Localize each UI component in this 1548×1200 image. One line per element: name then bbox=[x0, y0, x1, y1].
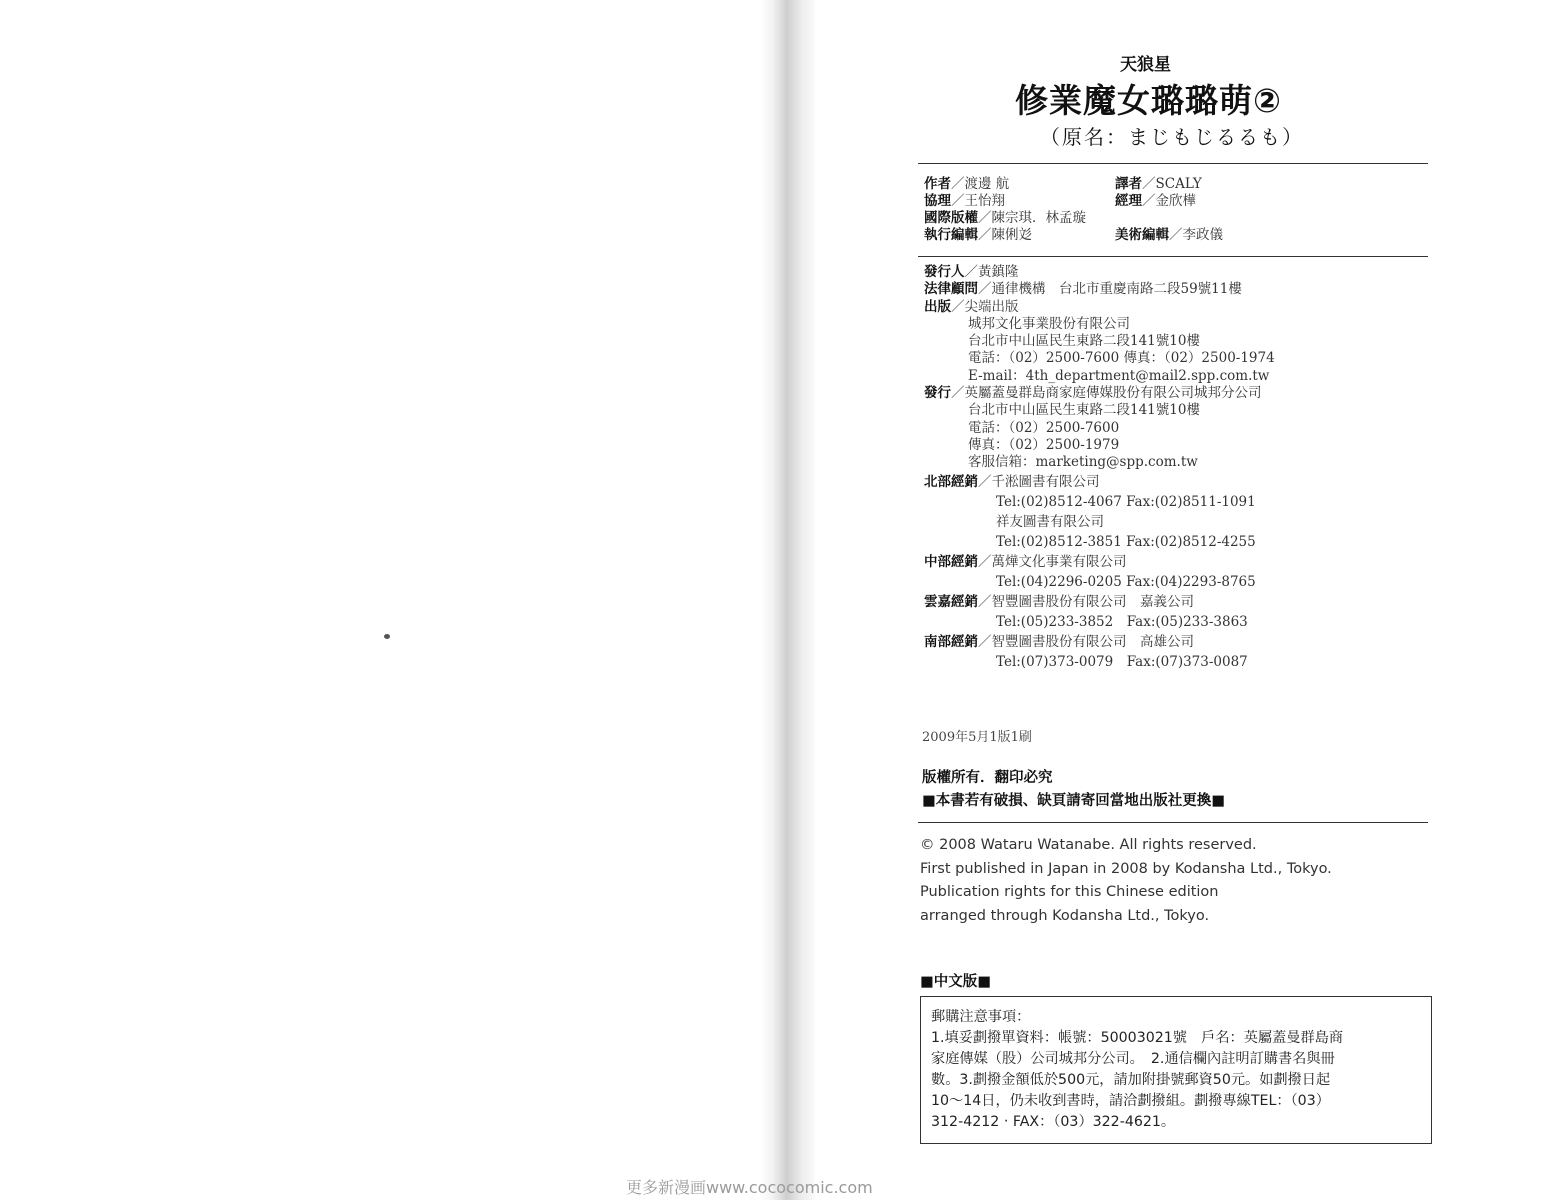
credit-executive-editor: 執行編輯／陳俐彣 bbox=[924, 227, 1032, 243]
distribution-address: 台北市中山區民生東路二段141號10樓 bbox=[968, 402, 1200, 419]
south-distributor: 南部經銷／智豐圖書股份有限公司 高雄公司 bbox=[924, 634, 1194, 651]
copyright-line: First published in Japan in 2008 by Kodansha Ltd., Tokyo. bbox=[920, 860, 1332, 877]
copyright-block bbox=[920, 834, 1332, 928]
distribution-phone: 電話：（02）2500-7600 bbox=[968, 419, 1120, 436]
publication-info bbox=[924, 264, 1275, 671]
copyright-line: © 2008 Wataru Watanabe. All rights reserved. bbox=[920, 837, 1257, 853]
south-contact: Tel:(07)373-0079 Fax:(07)373-0087 bbox=[996, 654, 1248, 671]
mail-order-line: 1.填妥劃撥單資料：帳號：50003021號 戶名：英屬蓋曼群島商 bbox=[931, 1030, 1344, 1046]
mail-order-box bbox=[920, 996, 1432, 1144]
press-line: 出版／尖端出版 bbox=[924, 298, 1019, 315]
north-distributor: 北部經銷／千淞圖書有限公司 bbox=[924, 474, 1100, 491]
mail-order-heading: 郵購注意事項： bbox=[931, 1009, 1031, 1025]
book-gutter-shadow bbox=[760, 0, 820, 1200]
mail-order-line: 數。3.劃撥金額低於500元，請加附掛號郵資50元。如劃撥日起 bbox=[931, 1072, 1331, 1088]
legal-line: 法律顧問／通律機構 台北市重慶南路二段59號11樓 bbox=[924, 281, 1242, 298]
divider-credits bbox=[918, 256, 1428, 257]
print-date: 2009年5月1版1刷 bbox=[922, 730, 1032, 745]
publisher-line: 發行人／黃鎮隆 bbox=[924, 264, 1019, 280]
credit-manager: 經理／金欣樺 bbox=[1115, 193, 1196, 209]
mail-order-line: 家庭傳媒（股）公司城邦分公司。 2.通信欄內註明訂購書名與冊 bbox=[931, 1051, 1335, 1067]
press-email: E-mail：4th_department@mail2.spp.com.tw bbox=[968, 367, 1270, 384]
credit-art-editor: 美術編輯／李政儀 bbox=[1115, 227, 1223, 243]
original-title: （原名：まじもじるるも） bbox=[1040, 125, 1304, 149]
central-distributor: 中部經銷／萬燁文化事業有限公司 bbox=[924, 554, 1127, 571]
distribution-email: 客服信箱：marketing@spp.com.tw bbox=[968, 454, 1198, 471]
credit-translator: 譯者／SCALY bbox=[1115, 176, 1202, 192]
mail-order-line: 10～14日，仍未收到書時，請洽劃撥組。劃撥專線TEL：（03） bbox=[931, 1093, 1330, 1109]
credit-international-rights: 國際版權／陳宗琪．林孟璇 bbox=[924, 210, 1086, 226]
series-name: 天狼星 bbox=[1120, 55, 1171, 75]
site-watermark: 更多新漫画www.cococomic.com bbox=[626, 1178, 873, 1197]
press-address: 台北市中山區民生東路二段141號10樓 bbox=[968, 333, 1200, 350]
distribution-fax: 傳真：（02）2500-1979 bbox=[968, 436, 1120, 453]
central-contact: Tel:(04)2296-0205 Fax:(04)2293-8765 bbox=[996, 574, 1256, 591]
divider-copyright bbox=[918, 822, 1428, 823]
credit-assistant-manager: 協理／王怡翔 bbox=[924, 193, 1005, 209]
copyright-line: Publication rights for this Chinese edition bbox=[920, 884, 1219, 900]
north-contact-2: Tel:(02)8512-3851 Fax:(02)8512-4255 bbox=[996, 534, 1256, 551]
copyright-line: arranged through Kodansha Ltd., Tokyo. bbox=[920, 907, 1210, 924]
credit-author: 作者／渡邊 航 bbox=[924, 176, 1010, 192]
chiayi-contact: Tel:(05)233-3852 Fax:(05)233-3863 bbox=[996, 614, 1248, 631]
press-phone: 電話：（02）2500-7600 傳真：（02）2500-1974 bbox=[968, 350, 1275, 367]
press-company: 城邦文化事業股份有限公司 bbox=[968, 315, 1130, 332]
chiayi-distributor: 雲嘉經銷／智豐圖書股份有限公司 嘉義公司 bbox=[924, 594, 1194, 611]
ink-speck bbox=[384, 634, 390, 639]
rights-notice: 版權所有．翻印必究 bbox=[922, 770, 1053, 786]
damage-notice: ■本書若有破損、缺頁請寄回當地出版社更換■ bbox=[922, 793, 1225, 809]
distribution-line: 發行／英屬蓋曼群島商家庭傳媒股份有限公司城邦分公司 bbox=[924, 385, 1262, 402]
book-title: 修業魔女璐璐萌② bbox=[1015, 81, 1282, 120]
divider-top bbox=[918, 163, 1428, 164]
mail-order-line: 312-4212 ‧ FAX：（03）322-4621。 bbox=[931, 1114, 1176, 1130]
edition-label: ■中文版■ bbox=[920, 974, 991, 990]
north-contact-1: Tel:(02)8512-4067 Fax:(02)8511-1091 bbox=[996, 494, 1256, 511]
north-company-2: 祥友圖書有限公司 bbox=[996, 514, 1104, 531]
